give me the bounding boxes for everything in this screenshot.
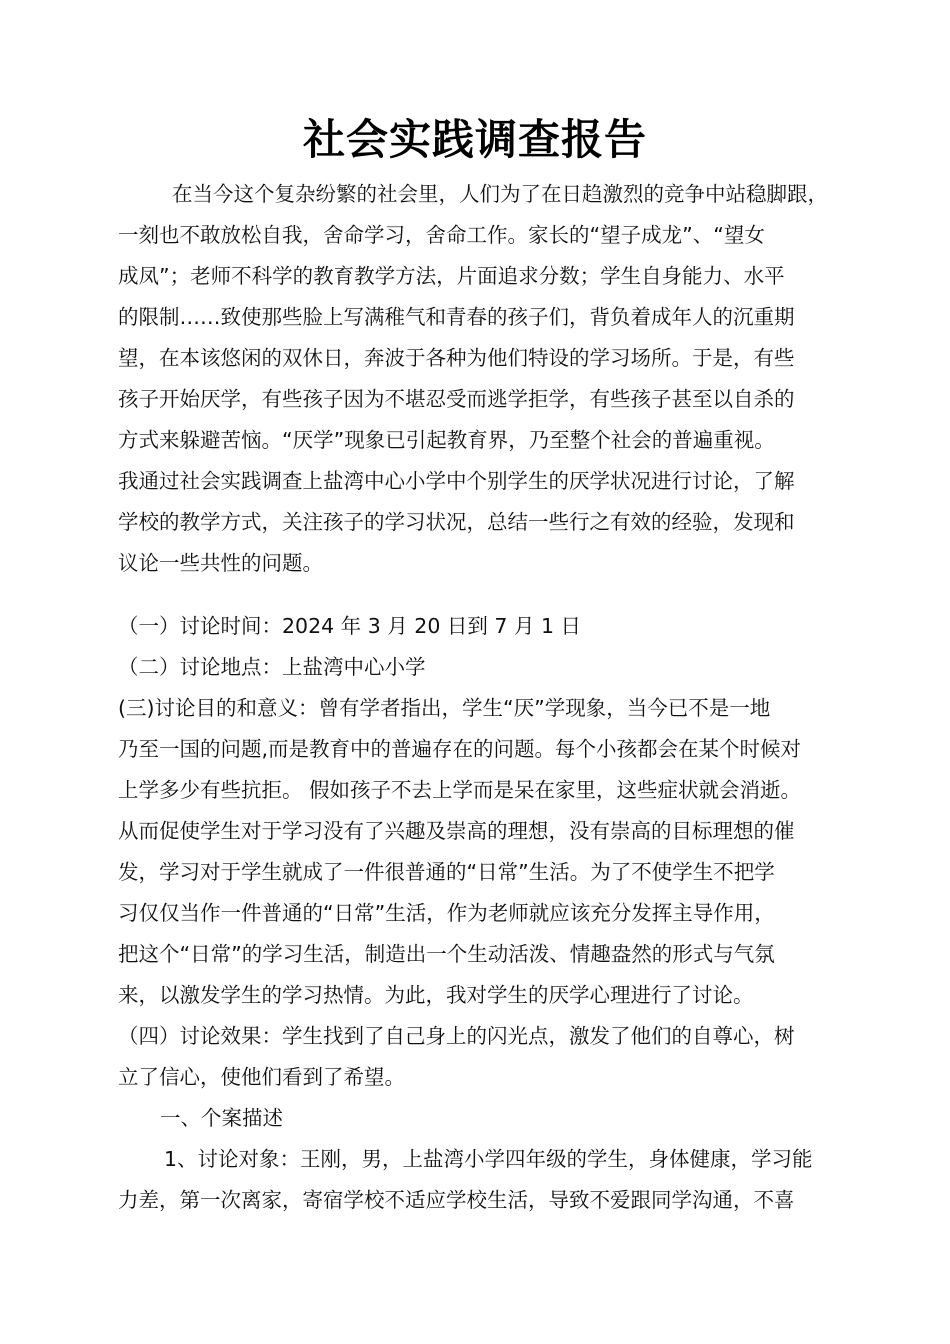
section-purpose-line-4: 从而促使学生对于学习没有了兴趣及崇高的理想，没有崇高的目标理想的催: [118, 819, 795, 843]
page-title: 社会实践调查报告: [302, 115, 647, 164]
section-purpose-line-2: 乃至一国的问题,而是教育中的普遍存在的问题。每个小孩都会在某个时候对: [118, 737, 802, 761]
case-line-1: 1、讨论对象：王刚，男，上盐湾小学四年级的学生，身体健康，学习能: [164, 1147, 813, 1171]
section-purpose-line-3: 上学多少有些抗拒。 假如孩子不去上学而是呆在家里，这些症状就会消逝。: [118, 778, 802, 802]
paragraph-line-6: 孩子开始厌学，有些孩子因为不堪忍受而逃学拒学，有些孩子甚至以自杀的: [118, 387, 795, 411]
section-purpose-line-8: 来，以激发学生的学习热情。为此，我对学生的厌学心理进行了讨论。: [118, 983, 754, 1007]
paragraph-line-3: 成凤”；老师不科学的教育教学方法，片面追求分数；学生自身能力、水平: [118, 264, 785, 288]
section-purpose-line-5: 发，学习对于学生就成了一件很普通的“日常”生活。为了不使学生不把学: [118, 860, 775, 884]
section-effect-line-2: 立了信心，使他们看到了希望。: [118, 1065, 405, 1089]
paragraph-line-9: 学校的教学方式，关注孩子的学习状况，总结一些行之有效的经验，发现和: [118, 510, 795, 534]
paragraph-line-7: 方式来躲避苦恼。“厌学”现象已引起教育界，乃至整个社会的普遍重视。: [118, 428, 775, 452]
paragraph-line-10: 议论一些共性的问题。: [118, 551, 323, 575]
paragraph-line-1: 在当今这个复杂纷繁的社会里，人们为了在日趋激烈的竞争中站稳脚跟，: [172, 182, 828, 206]
section-purpose-line-7: 把这个“日常”的学习生活，制造出一个生动活泼、情趣盎然的形式与气氛: [118, 942, 775, 966]
section-purpose-line-6: 习仅仅当作一件普通的“日常”生活，作为老师就应该充分发挥主导作用，: [118, 901, 775, 925]
paragraph-line-5: 望，在本该悠闲的双休日，奔波于各种为他们特设的学习场所。于是，有些: [118, 346, 795, 370]
case-line-2: 力差，第一次离家，寄宿学校不适应学校生活，导致不爱跟同学沟通，不喜: [118, 1188, 795, 1212]
case-heading: 一、个案描述: [160, 1106, 283, 1130]
paragraph-line-2: 一刻也不敢放松自我，舍命学习，舍命工作。家长的“望子成龙”、“望女: [118, 223, 765, 247]
section-location: （二）讨论地点：上盐湾中心小学: [118, 655, 426, 679]
section-time: （一）讨论时间：2024 年 3 月 20 日到 7 月 1 日: [118, 614, 582, 638]
paragraph-line-8: 我通过社会实践调查上盐湾中心小学中个别学生的厌学状况进行讨论，了解: [118, 469, 795, 493]
section-purpose-line-1: (三)讨论目的和意义：曾有学者指出，学生“厌”学现象，当今已不是一地: [118, 696, 771, 720]
section-effect-line-1: （四）讨论效果：学生找到了自己身上的闪光点，激发了他们的自尊心，树: [118, 1024, 795, 1048]
paragraph-line-4: 的限制……致使那些脸上写满稚气和青春的孩子们，背负着成年人的沉重期: [118, 305, 795, 329]
